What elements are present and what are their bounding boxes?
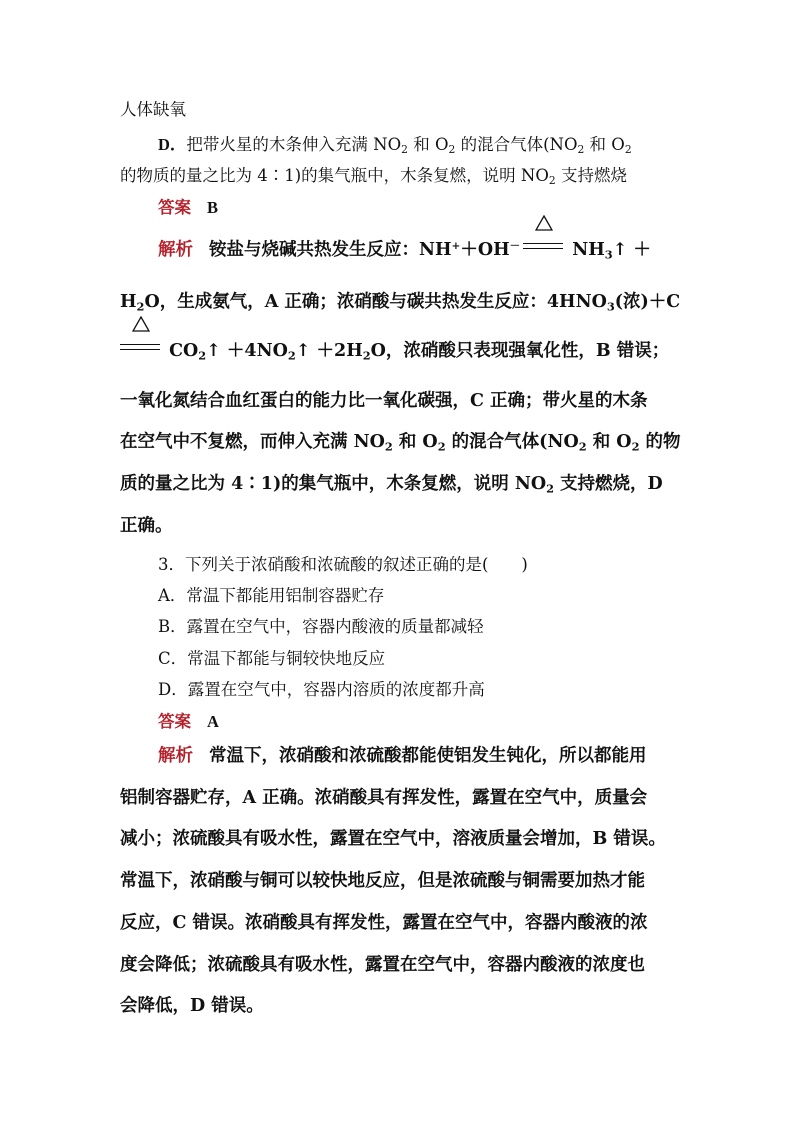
analysis-line	[158, 236, 651, 261]
text-run: CO	[163, 341, 199, 361]
text-line: 人体缺氧	[120, 100, 186, 119]
text-run: 支持燃烧	[555, 166, 627, 185]
text-run: 质的量之比为 4∶1)的集气瓶中，木条复燃，说明 NO	[120, 474, 547, 494]
answer-line	[158, 194, 218, 218]
subscript: 2	[577, 143, 585, 157]
analysis-line	[120, 288, 680, 313]
analysis-label: 解析	[158, 746, 193, 766]
subscript: 2	[401, 143, 408, 157]
text-run: NH	[566, 240, 605, 260]
analysis-line: 正确。	[120, 516, 173, 536]
text-run: ↑ ＋4NO	[206, 341, 288, 361]
analysis-line: 反应，C 错误。浓硝酸具有挥发性，露置在空气中，容器内酸液的浓	[120, 913, 648, 933]
answer-value: A	[207, 712, 219, 731]
analysis-line: 度会降低；浓硫酸具有吸水性，露置在空气中，容器内酸液的浓度也	[120, 955, 645, 975]
answer-label: 答案	[158, 198, 191, 217]
text-run: (浓)＋C	[614, 292, 681, 312]
analysis-line: 铝制容器贮存，A 正确。浓硝酸具有挥发性，露置在空气中，质量会	[120, 788, 648, 808]
text-run: 的物质的量之比为 4∶1)的集气瓶中，木条复燃，说明 NO	[120, 166, 549, 185]
text-run: 和 O	[392, 432, 438, 452]
answer-line	[158, 708, 219, 732]
analysis-line: 常温下，浓硝酸与铜可以较快地反应，但是浓硫酸与铜需要加热才能	[120, 871, 645, 891]
text-run: ↑ ＋	[612, 240, 651, 260]
heat-condition-arrow	[120, 338, 160, 356]
analysis-line	[120, 337, 669, 362]
text-run: 在空气中不复燃，而伸入充满 NO	[120, 432, 385, 452]
subscript: 2	[448, 143, 456, 157]
text-run: ＋OH	[460, 240, 510, 260]
text-run: 的混合气体(NO	[445, 432, 579, 452]
text-run: 和 O	[586, 432, 632, 452]
subscript: 2	[437, 439, 446, 454]
analysis-line: 减小；浓硫酸具有吸水性，露置在空气中，溶液质量会增加，B 错误。	[120, 829, 666, 849]
subscript: 2	[548, 174, 556, 188]
subscript: 2	[546, 481, 554, 496]
text-run: 的物	[639, 432, 681, 452]
text-run: 的混合气体(NO	[455, 135, 578, 154]
analysis-line	[158, 742, 647, 767]
subscript: 2	[287, 348, 296, 363]
answer-value: B	[207, 198, 219, 217]
subscript: 3	[606, 299, 615, 314]
superscript: －	[509, 240, 521, 253]
option-label: D．	[158, 135, 187, 154]
text-run: O，生成氨气，A 正确；浓硝酸与碳共热发生反应：4HNO	[144, 292, 607, 312]
text-run: 常温下，浓硝酸和浓硫酸都能使铝发生钝化，所以都能用	[209, 746, 647, 766]
heat-condition-arrow	[523, 237, 563, 255]
analysis-label: 解析	[158, 240, 193, 260]
analysis-line	[120, 470, 663, 495]
text-run: 铵盐与烧碱共热发生反应：NH	[209, 240, 452, 260]
subscript: 2	[362, 348, 371, 363]
option-b: B．露置在空气中，容器内酸液的质量都减轻	[158, 617, 484, 636]
subscript: 2	[136, 299, 145, 314]
answer-label: 答案	[158, 712, 191, 731]
text-run: H	[120, 292, 137, 312]
option-a: A．常温下都能用铝制容器贮存	[158, 586, 385, 605]
analysis-line: 一氧化氮结合血红蛋白的能力比一氧化碳强，C 正确；带火星的木条	[120, 391, 648, 411]
analysis-line: 会降低，D 错误。	[120, 996, 264, 1016]
text-run: 和 O	[407, 135, 449, 154]
subscript: 2	[198, 348, 207, 363]
subscript: 2	[384, 439, 393, 454]
subscript: 2	[624, 143, 632, 157]
text-run: O，浓硝酸只表现强氧化性，B 错误；	[370, 341, 670, 361]
triangle-icon	[132, 316, 150, 332]
subscript: 2	[631, 439, 640, 454]
text-run: 把带火星的木条伸入充满 NO	[186, 135, 402, 154]
text-line	[120, 162, 627, 186]
triangle-icon	[535, 215, 553, 231]
question-stem: 3．下列关于浓硝酸和浓硫酸的叙述正确的是( )	[158, 555, 528, 574]
superscript: +	[451, 240, 461, 253]
option-d: D．露置在空气中，容器内溶质的浓度都升高	[158, 680, 485, 699]
subscript: 3	[604, 247, 613, 262]
text-run: 支持燃烧，D	[553, 474, 663, 494]
analysis-line	[120, 428, 681, 453]
subscript: 2	[578, 439, 587, 454]
option-d-line	[158, 131, 632, 155]
text-run: 和 O	[584, 135, 625, 154]
text-run: ↑ ＋2H	[295, 341, 363, 361]
option-c: C．常温下都能与铜较快地反应	[158, 649, 386, 668]
